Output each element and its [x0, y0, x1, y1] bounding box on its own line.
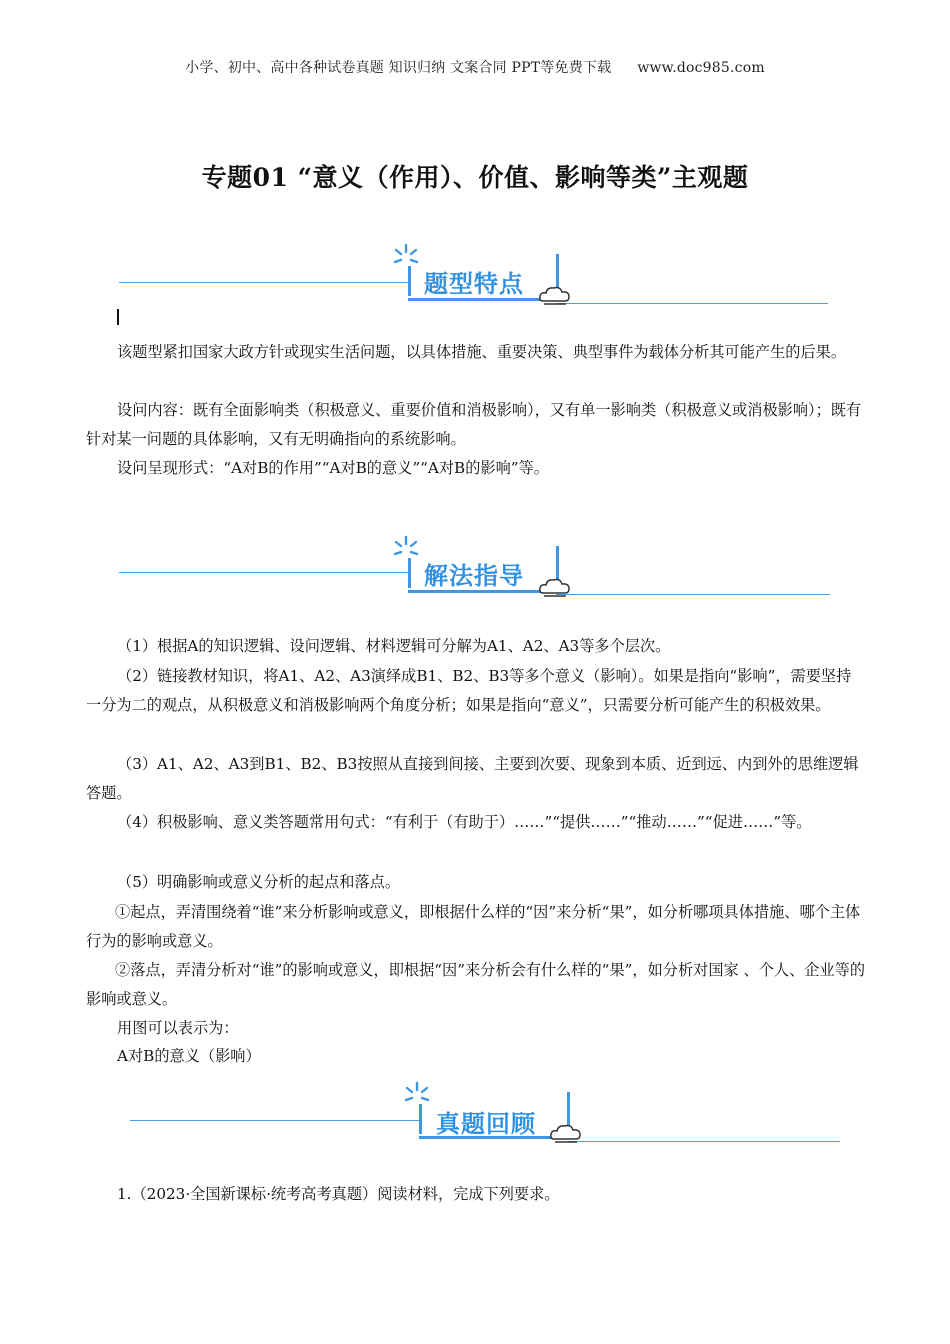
paragraph: 设问内容：既有全面影响类（积极意义、重要价值和消极影响），又有单一影响类（积极意义或消极影响）；既有针对某一问题的具体影响，又有无明确指向的系统影响。	[86, 401, 862, 448]
paragraph: A对B的意义（影响）	[117, 1047, 261, 1065]
sparkle-icon	[392, 534, 420, 566]
paragraph: ①起点，弄清围绕着“谁”来分析影响或意义，即根据什么样的“因”来分析“果”，如分析哪项具体措施、哪个主体行为的影响或意义。	[86, 903, 861, 950]
section-banner-method	[0, 532, 950, 612]
paragraph: （1）根据A的知识逻辑、设问逻辑、材料逻辑可分解为A1、A2、A3等多个层次。	[117, 637, 671, 655]
paragraph: （4）积极影响、意义类答题常用句式：“有利于（有助于）……”“提供……”“推动……”“促进……”等。	[117, 813, 812, 831]
page-header	[0, 57, 950, 77]
cloud-icon	[549, 1122, 583, 1148]
paragraph: ②落点，弄清分析对“谁”的影响或意义，即根据“因”来分析会有什么样的“果”，如分析对国家 、个人、企业等的影响或意义。	[86, 961, 866, 1008]
section-banner-features	[0, 240, 950, 320]
section-label: 题型特点	[424, 270, 524, 298]
text-cursor	[117, 309, 119, 325]
cloud-icon	[538, 576, 572, 602]
sparkle-icon	[392, 242, 420, 274]
paragraph: 用图可以表示为：	[117, 1019, 239, 1037]
paragraph: （2）链接教材知识，将A1、A2、A3演绎成B1、B2、B3等多个意义（影响）。如果是指向“影响”，需要坚持一分为二的观点，从积极意义和消极影响两个角度分析；如果是指向“意义”，只需要分析可能产生的积极效果。	[86, 667, 852, 714]
header-text: 小学、初中、高中各种试卷真题 知识归纳 文案合同 PPT等免费下载	[185, 60, 612, 76]
paragraph: 该题型紧扣国家大政方针或现实生活问题，以具体措施、重要决策、典型事件为载体分析其可能产生的后果。	[117, 343, 846, 361]
document-title: 专题01 “意义（作用）、价值、影响等类”主观题	[201, 163, 749, 192]
paragraph: 设问呈现形式：“A对B的作用”“A对B的意义”“A对B的影响”等。	[117, 459, 549, 477]
paragraph: （3）A1、A2、A3到B1、B2、B3按照从直接到间接、主要到次要、现象到本质、近到远、内到外的思维逻辑答题。	[86, 755, 859, 802]
sparkle-icon	[403, 1080, 431, 1112]
cloud-icon	[538, 284, 572, 310]
paragraph: 1.（2023·全国新课标·统考高考真题）阅读材料，完成下列要求。	[117, 1185, 560, 1203]
paragraph: （5）明确影响或意义分析的起点和落点。	[117, 873, 401, 891]
header-site: www.doc985.com	[637, 60, 765, 76]
section-banner-review	[0, 1078, 950, 1158]
section-label: 真题回顾	[436, 1110, 536, 1138]
section-label: 解法指导	[424, 562, 524, 590]
